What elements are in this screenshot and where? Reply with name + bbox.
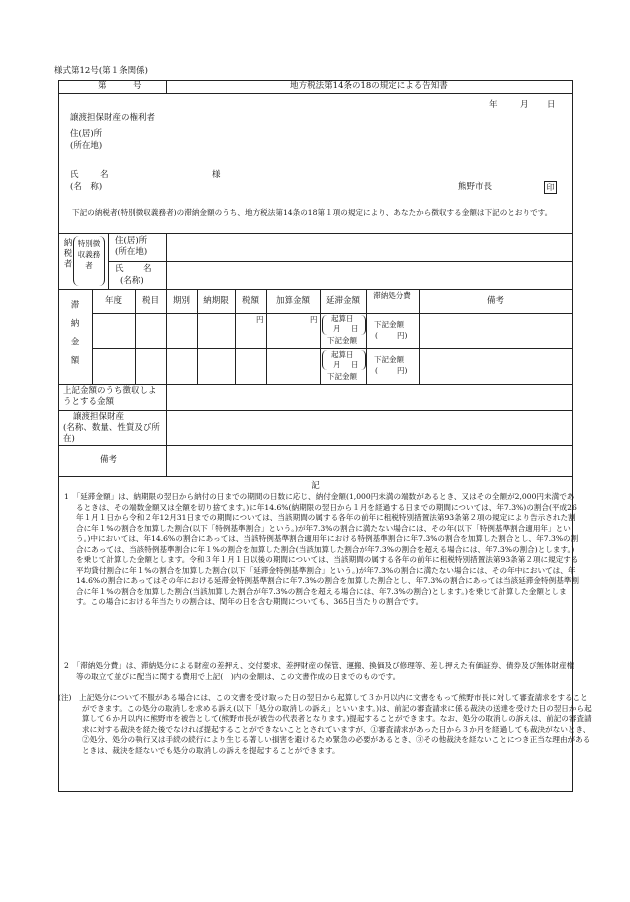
row2-start-date-label: 起算日 — [331, 350, 354, 359]
row2-fee-paren-close: 円) — [397, 366, 408, 375]
col-due-date: 納期限 — [203, 296, 229, 306]
row2-fee-below-amount-label: 下記金額 — [374, 355, 404, 364]
recipient-location-label: (所在地) — [70, 141, 103, 151]
row1-fee-paren-open: ( — [375, 331, 378, 340]
date-day: 日 — [547, 100, 556, 110]
number-label-go: 号 — [133, 81, 142, 91]
col-period: 期別 — [172, 296, 190, 306]
row1-fee-paren-close: 円) — [397, 331, 408, 340]
note-item-2: 2 「滞納処分費」は、滞納処分による財産の差押え、交付要求、差押財産の保管、運搬、換価及び修理等、差し押えた有価証券、債券及び無体財産権等の取立て並びに配当に関する費用で上記( )内の金額は、この文書作成の日までのものです。 — [64, 661, 575, 681]
form-number: 様式第12号(第１条関係) — [54, 66, 148, 76]
note-item-1: 1 「延滞金額」は、納期限の翌日から納付の日までの期間の日数に応じ、納付金額(1,000円未満の端数があるとき、又はその全額が2,000円未満であるときは、その端数金額又は全額を切り捨てます。)に年14.6%(納期限の翌日から１月を経過する日までの期間については、年7.3%)の割合(平成26年１月１日から令和２年12月31日までの期間については、当該期間の属する各年の前年に租税特別措置法第93条第２項の規定により告示された割合に年１%の割合を加算した割合(以下「特例基準割合」という。)が年7.3%の割合に満たない場合には、その年(以下「特例基準割合適用年」という。)中においては、年14.6%の割合にあっては、当該特例基準割合適用年における特例基準割合に年7.3%の割合を加算した割合とし、年7.3%の割合にあっては、当該特例基準割合に年１%の割合を加算した割合(当該加算した割合が年7.3%の割合を超える場合には、年7.3%の割合)とします。)を乗じて計算した金額とします。令和３年１月１日以後の期間については、当該期間の属する各年の前年に租税特別措置法第93条第２項に規定する平均貸付割合に年１%の割合を加算した割合(以下「延滞金特例基準割合」という。)が年7.3%の割合に満たない場合には、その年中においては、年14.6%の割合にあってはその年における延滞金特例基準割合に年7.3%の割合を加算した割合とし、年7.3%の割合にあっては当該延滞金特例基準割合に年１%の割合を加算した割合(当該加算した割合が年7.3%の割合を超える場合には、年7.3%の割合)とします。)を乗じて計算した金額とします。この場合における年当たりの割合は、閏年の日を含む期間についても、365日当たりの割合です。 — [64, 492, 579, 606]
recipient-corp-name-label: (名 称) — [70, 182, 103, 192]
col-tax-item: 税目 — [141, 296, 159, 306]
row1-below-amount-label: 下記金額 — [327, 336, 357, 345]
notes-title: 記 — [311, 481, 320, 491]
row1-day-label: 日 — [351, 324, 359, 333]
intro-text: 下記の納税者(特別徴収義務者)の滞納金額のうち、地方税法第14条の18第１項の規定により、あなたから徴収する金額は下記のとおりです。 — [72, 208, 553, 217]
yen-unit-additional: 円 — [310, 315, 318, 324]
taxpayer-name-label-3: (名称) — [120, 276, 144, 286]
row2-day-label: 日 — [351, 360, 359, 369]
row1-start-date-label: 起算日 — [331, 314, 354, 323]
property-detail-label: (名称、数量、性質及び所在) — [63, 423, 160, 444]
footnote: (注) 上記処分について不服がある場合には、この文書を受け取った日の翌日から起算して３か月以内に文書をもって熊野市長に対して審査請求をすることができます。この処分の取消しを求める訴え(以下「処分の取消しの訴え」といいます。)は、前記の審査請求に係る裁決の送達を受けた日の翌日から起算して６か月以内に熊野市を被告として(熊野市長が被告の代表者となります。)提起することができます。なお、処分の取消しの訴えは、前記の審査請求に対する裁決を経た後でなければ提起することができないこととされていますが、①審査請求があった日から３か月を経過しても裁決がないとき、②処分、処分の執行又は手続の続行により生じる著しい損害を避けるため緊急の必要があるとき、③その他裁決を経ないことにつき正当な理由があるときは、裁決を経ないでも処分の取消しの訴えを提起することができます。 — [58, 693, 592, 755]
taxpayer-side-label-2: 特別徴収義務者 — [77, 239, 101, 270]
col-year: 年度 — [104, 296, 122, 306]
recipient-name-label-2: 名 — [100, 170, 109, 180]
recipient-address-label: 住(居)所 — [70, 129, 103, 139]
col-delinquency: 延滞金額 — [325, 296, 360, 306]
yen-unit-tax: 円 — [256, 315, 264, 324]
taxpayer-address-label-2: (所在地) — [115, 247, 148, 257]
date-year: 年 — [489, 100, 498, 110]
collect-amount-label: 上記金額のうち徴収しようとする金額 — [63, 386, 157, 407]
col-additional: 加算金額 — [275, 296, 310, 306]
remarks-label: 備考 — [100, 455, 118, 465]
taxpayer-name-label-2: 名 — [143, 264, 152, 274]
taxpayer-side-label-1: 納税者 — [62, 238, 72, 270]
row1-month-label: 月 — [333, 324, 341, 333]
row1-fee-below-amount-label: 下記金額 — [374, 320, 404, 329]
property-label: 譲渡担保財産 — [73, 412, 125, 422]
holder-label: 譲渡担保財産の権利者 — [70, 113, 156, 123]
col-tax-amount: 税額 — [241, 296, 259, 306]
notice-title: 地方税法第14条の18の規定による告知書 — [290, 81, 448, 91]
number-label-dai: 第 — [98, 81, 107, 91]
col-disposal-fee: 滞納処分費 — [373, 291, 411, 300]
seal-icon: 印 — [544, 181, 557, 194]
recipient-name-label-1: 氏 — [70, 170, 79, 180]
row2-fee-paren-open: ( — [375, 366, 378, 375]
arrears-side-label: 滞納金額 — [69, 300, 79, 374]
date-month: 月 — [520, 100, 529, 110]
taxpayer-name-label-1: 氏 — [115, 264, 124, 274]
row2-below-amount-label: 下記金額 — [327, 372, 357, 381]
col-remarks: 備考 — [486, 296, 504, 306]
issuer-name: 熊野市長 — [458, 182, 493, 192]
row2-month-label: 月 — [333, 360, 341, 369]
recipient-sama: 様 — [212, 170, 221, 180]
taxpayer-address-label-1: 住(居)所 — [115, 236, 148, 246]
